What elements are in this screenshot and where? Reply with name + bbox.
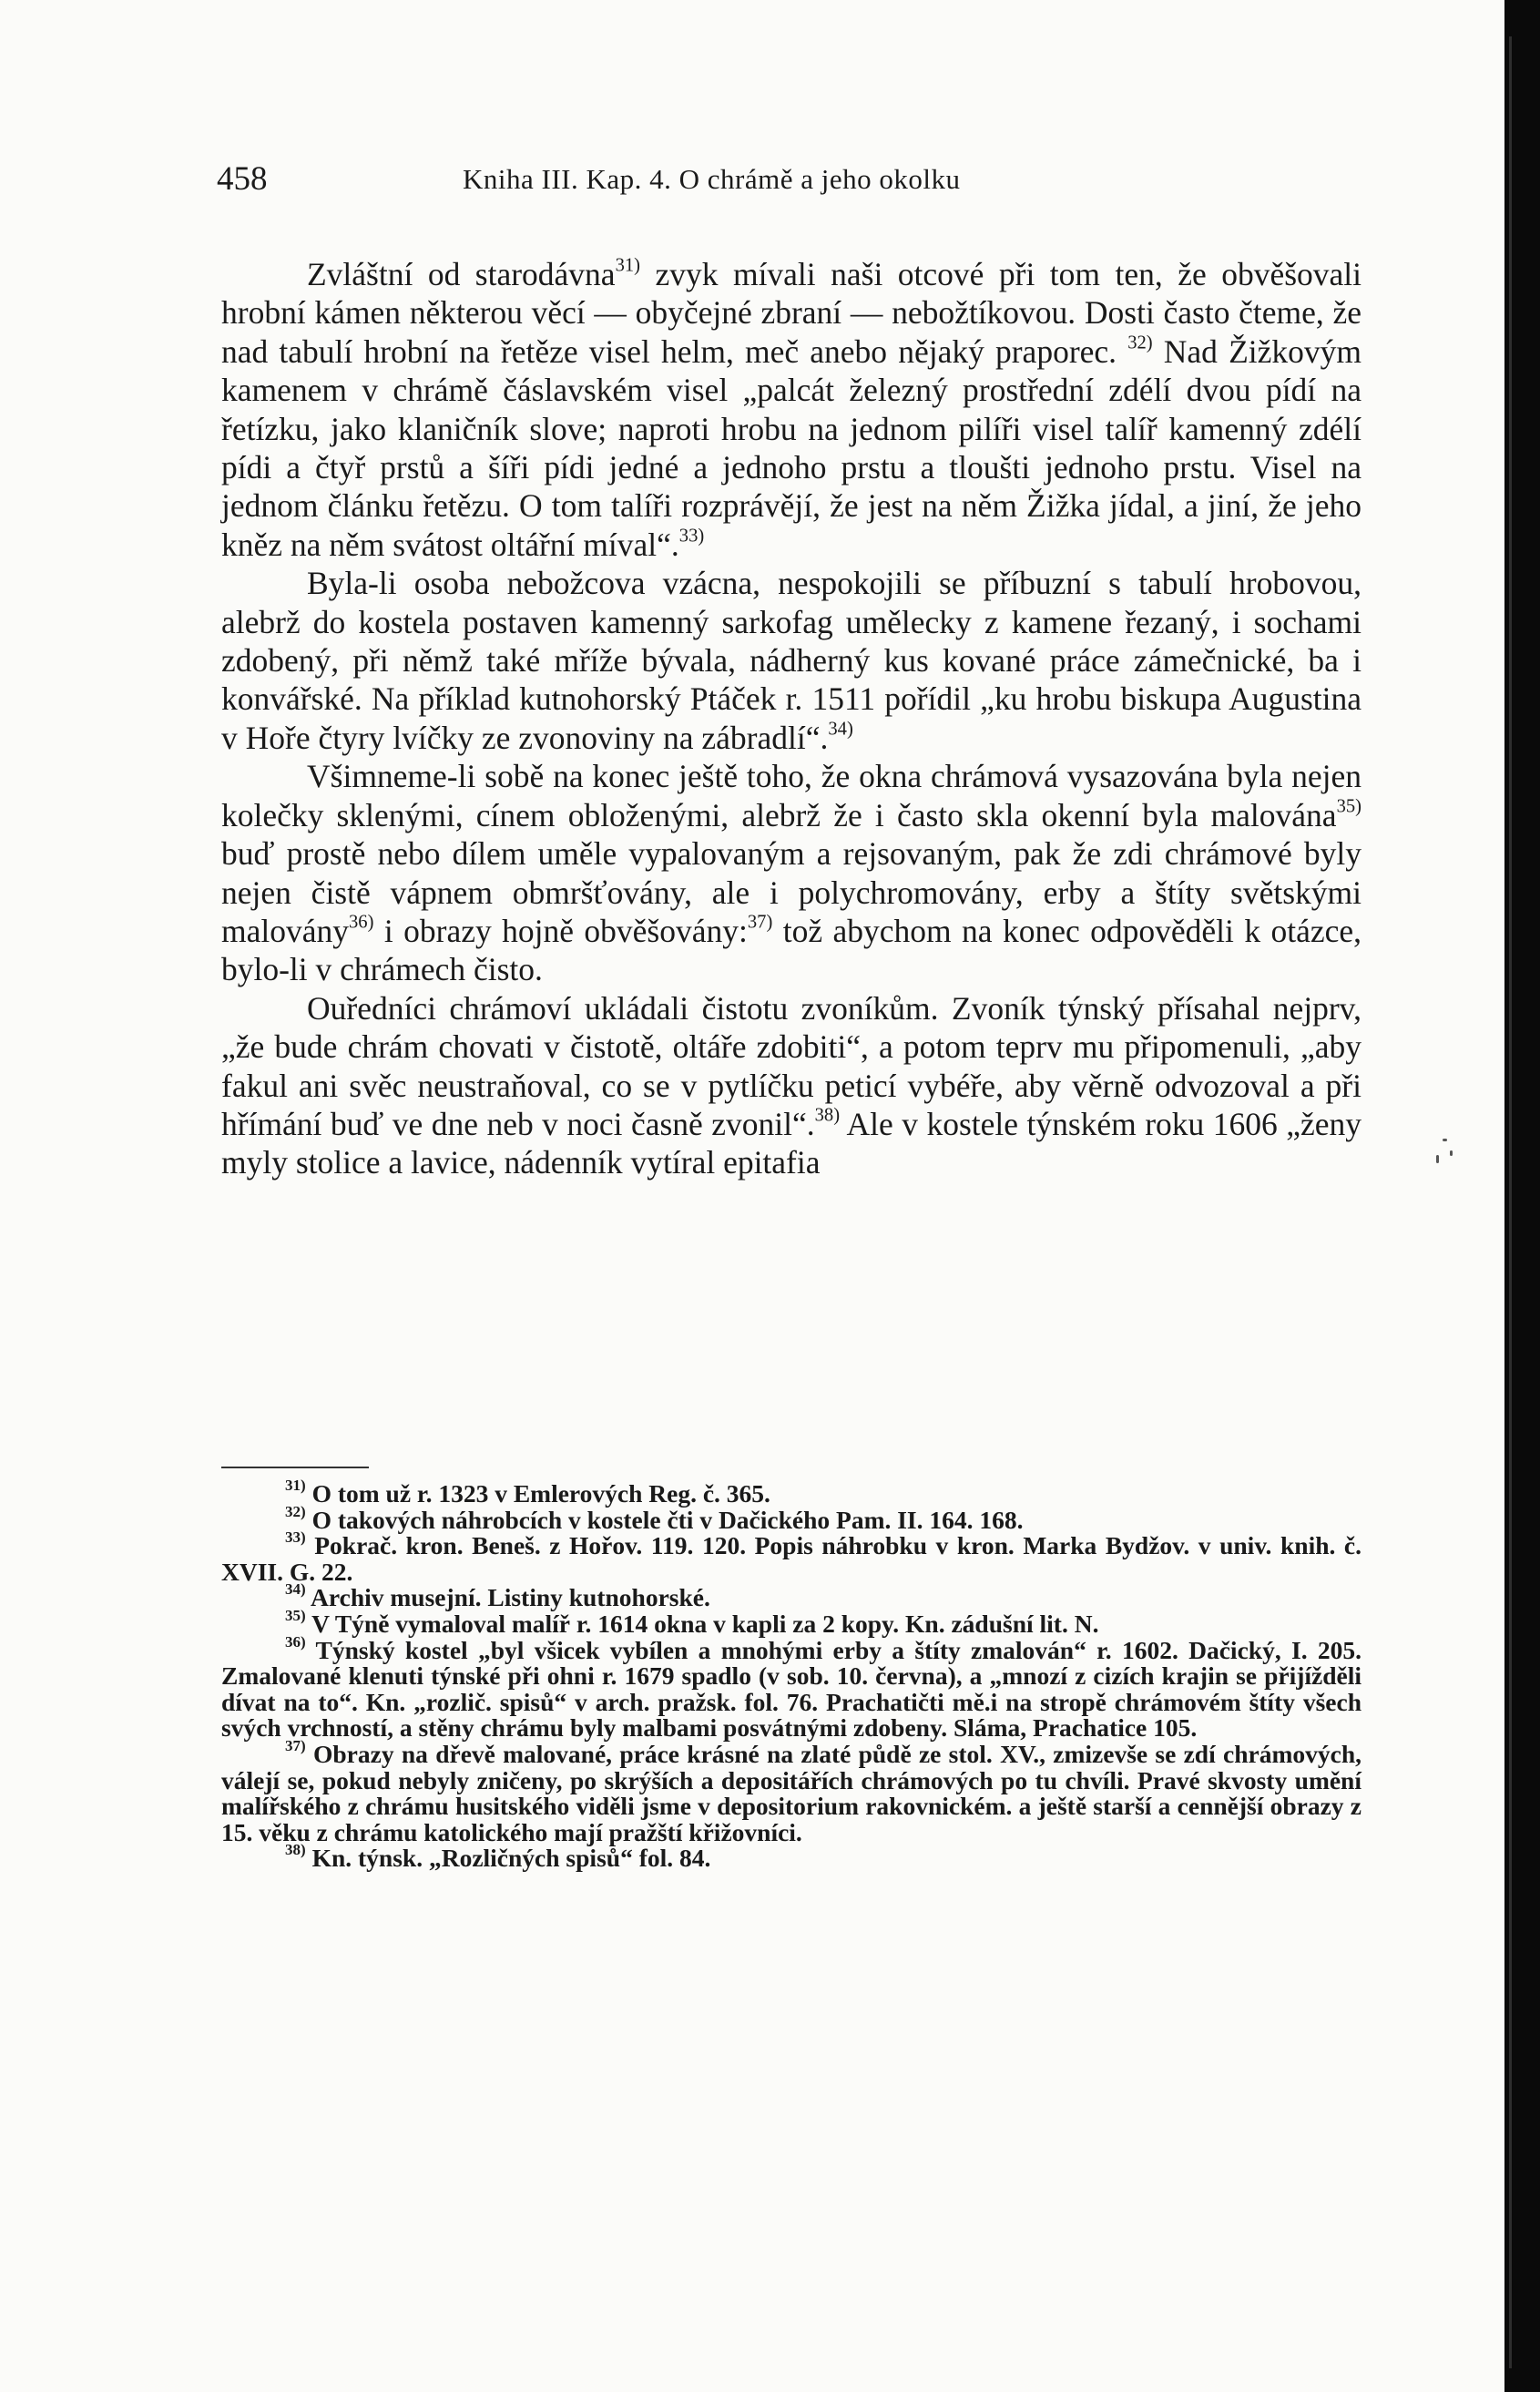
running-title: Kniha III. Kap. 4. O chrámě a jeho okolku	[463, 163, 961, 195]
footnote-ref: 38)	[814, 1105, 841, 1126]
text-run: Byla-li osoba nebožcova vzácna, nespokojili se příbuzní s tabulí hrobovou, alebrž do kostela postaven kamenný sarkofag umělecky z kamene řezaný, i sochami zdobený, při němž také mříže bývala, nádherný kus kované práce zámečnické, ba i konvářské. Na příklad kutnohorský Ptáček r. 1511 pořídil „ku hrobu biskupa Augustina v Hoře čtyry lvíčky ze zvonoviny na zábradlí“.	[221, 565, 1362, 756]
paragraph	[221, 989, 1362, 1182]
footnote-mark: 33)	[285, 1528, 306, 1547]
footnote-ref: 31)	[615, 255, 640, 276]
footnote	[221, 1607, 1362, 1638]
footnote	[221, 1580, 1362, 1612]
text-run: buď prostě nebo dílem uměle vypalovaným a rejsovaným, pak že zdi chrámové byly nejen čistě vápnem obmršťovány, ale i polychromovány, erby a štíty světskými malovány	[221, 835, 1362, 949]
footnote-text: Pokrač. kron. Beneš. z Hořov. 119. 120. Popis náhrobku v kron. Marka Bydžov. v univ. knih. č. XVII. G. 22.	[221, 1531, 1362, 1586]
footnote-ref: 32)	[1127, 332, 1153, 353]
footnote-mark: 36)	[285, 1632, 306, 1651]
footnote-text: Kn. týnsk. „Rozličných spisů“ fol. 84.	[305, 1844, 711, 1873]
paragraph	[221, 757, 1362, 988]
footnote-mark: 31)	[285, 1477, 306, 1495]
margin-speck	[1450, 1150, 1453, 1156]
footnote-separator	[221, 1467, 369, 1468]
page-edge-line	[1509, 36, 1512, 2368]
text-run: Ouředníci chrámoví ukládali čistotu zvoníkům. Zvoník týnský přísahal nejprv, „že bude chrám chovati v čistotě, oltáře zdobiti“, a potom teprv mu připomenuli, „aby fakul ani svěc neustraňoval, co se v pytlíčku peticí vybéře, aby věrně odvozoval a při hřímání buď ve dne neb v noci časně zvonil“.	[221, 989, 1362, 1142]
footnote-ref: 37)	[747, 912, 773, 933]
footnote-text: Archiv musejní. Listiny kutnohorské.	[305, 1583, 710, 1612]
footnote	[221, 1477, 1362, 1508]
text-run: i obrazy hojně obvěšovány:	[373, 912, 748, 949]
footnote	[221, 1737, 1362, 1846]
page-number: 458	[217, 160, 268, 198]
footnote-mark: 32)	[285, 1502, 306, 1520]
text-run: tož abychom na konec odpověděli k otázce, bylo-li v chrámech čisto.	[221, 912, 1362, 988]
body-text	[221, 255, 1362, 1182]
text-run: Nad Žižkovým kamenem v chrámě čáslavském visel „palcát železný prostřední zdélí dvou pídí na řetízku, jako klaničník slove; naproti hrobu na jednom pilíři visel talíř kamenný zdélí pídi a čtyř prstů a šíři pídi jedné a jednoho prstu a tloušti jednoho prstu. Visel na jednom článku řetězu. O tom talíři rozprávějí, že jest na něm Žižka jídal, a jiní, že jeho kněz na něm svátost oltářní míval“.	[221, 332, 1362, 563]
footnotes	[221, 1477, 1362, 1873]
page-header	[217, 159, 1360, 205]
paragraph	[221, 564, 1362, 757]
footnote-text: O takových náhrobcích v kostele čti v Dačického Pam. II. 164. 168.	[305, 1505, 1024, 1534]
footnote-mark: 37)	[285, 1737, 306, 1755]
footnote-ref: 33)	[678, 526, 705, 547]
footnote-text: V Týně vymaloval malíř r. 1614 okna v kapli za 2 kopy. Kn. zádušní lit. N.	[305, 1609, 1099, 1638]
footnote-mark: 34)	[285, 1580, 306, 1599]
footnote	[221, 1632, 1362, 1743]
text-run: zvyk mívali naši otcové při tom ten, že obvěšovali hrobní kámen některou věcí — obyčejné zbraní — nebožtíkovou. Dosti často čteme, že nad tabulí hrobní na řetěze visel helm, meč anebo nějaký praporec.	[221, 256, 1362, 370]
footnote	[221, 1841, 1362, 1873]
footnote-text: Obrazy na dřevě malované, práce krásné na zlaté půdě ze stol. XV., zmizevše se zdí chrámových, válejí se, pokud nebyly zničeny, po skrýších a depositářích chrámových po tu chvíli. Pravé skvosty umění malířského z chrámu husitského viděli jsme v depositorium rakovnickém. a ještě starší a cennější obrazy z 15. věku z chrámu katolického mají pražští křižovníci.	[221, 1739, 1362, 1846]
footnote	[221, 1528, 1362, 1586]
footnote	[221, 1502, 1362, 1534]
text-run: Zvláštní od starodávna	[307, 256, 616, 292]
footnote-ref: 35)	[1336, 796, 1362, 817]
footnote-ref: 34)	[828, 719, 853, 740]
margin-speck	[1443, 1139, 1447, 1141]
text-run: Všimneme-li sobě na konec ještě toho, že okna chrámová vysazována byla nejen kolečky sklenými, cínem obloženými, alebrž že i často skla okenní byla malována	[221, 758, 1362, 833]
margin-speck	[1436, 1155, 1439, 1163]
footnote-mark: 38)	[285, 1841, 306, 1859]
paragraph	[221, 255, 1362, 564]
footnote-text: Týnský kostel „byl všicek vybílen a mnohými erby a štíty zmalován“ r. 1602. Dačický, I. 205. Zmalované klenuti týnské při ohni r. 1679 spadlo (v sob. 10. června), a „mnozí z cizích krajin se přijížděli dívat na to“. Kn. „rozlič. spisů“ v arch. pražsk. fol. 76. Prachatičti mě.i na stropě chrámovém štíty všech svých vrchností, a stěny chrámu byly malbami posvátnými zdobeny. Sláma, Prachatice 105.	[221, 1635, 1362, 1743]
footnote-ref: 36)	[349, 912, 374, 933]
footnote-text: O tom už r. 1323 v Emlerových Reg. č. 365.	[305, 1479, 770, 1508]
text-run: Ale v kostele týnském roku 1606 „ženy myly stolice a lavice, nádenník vytíral epitafia	[221, 1105, 1362, 1181]
footnote-mark: 35)	[285, 1607, 306, 1625]
